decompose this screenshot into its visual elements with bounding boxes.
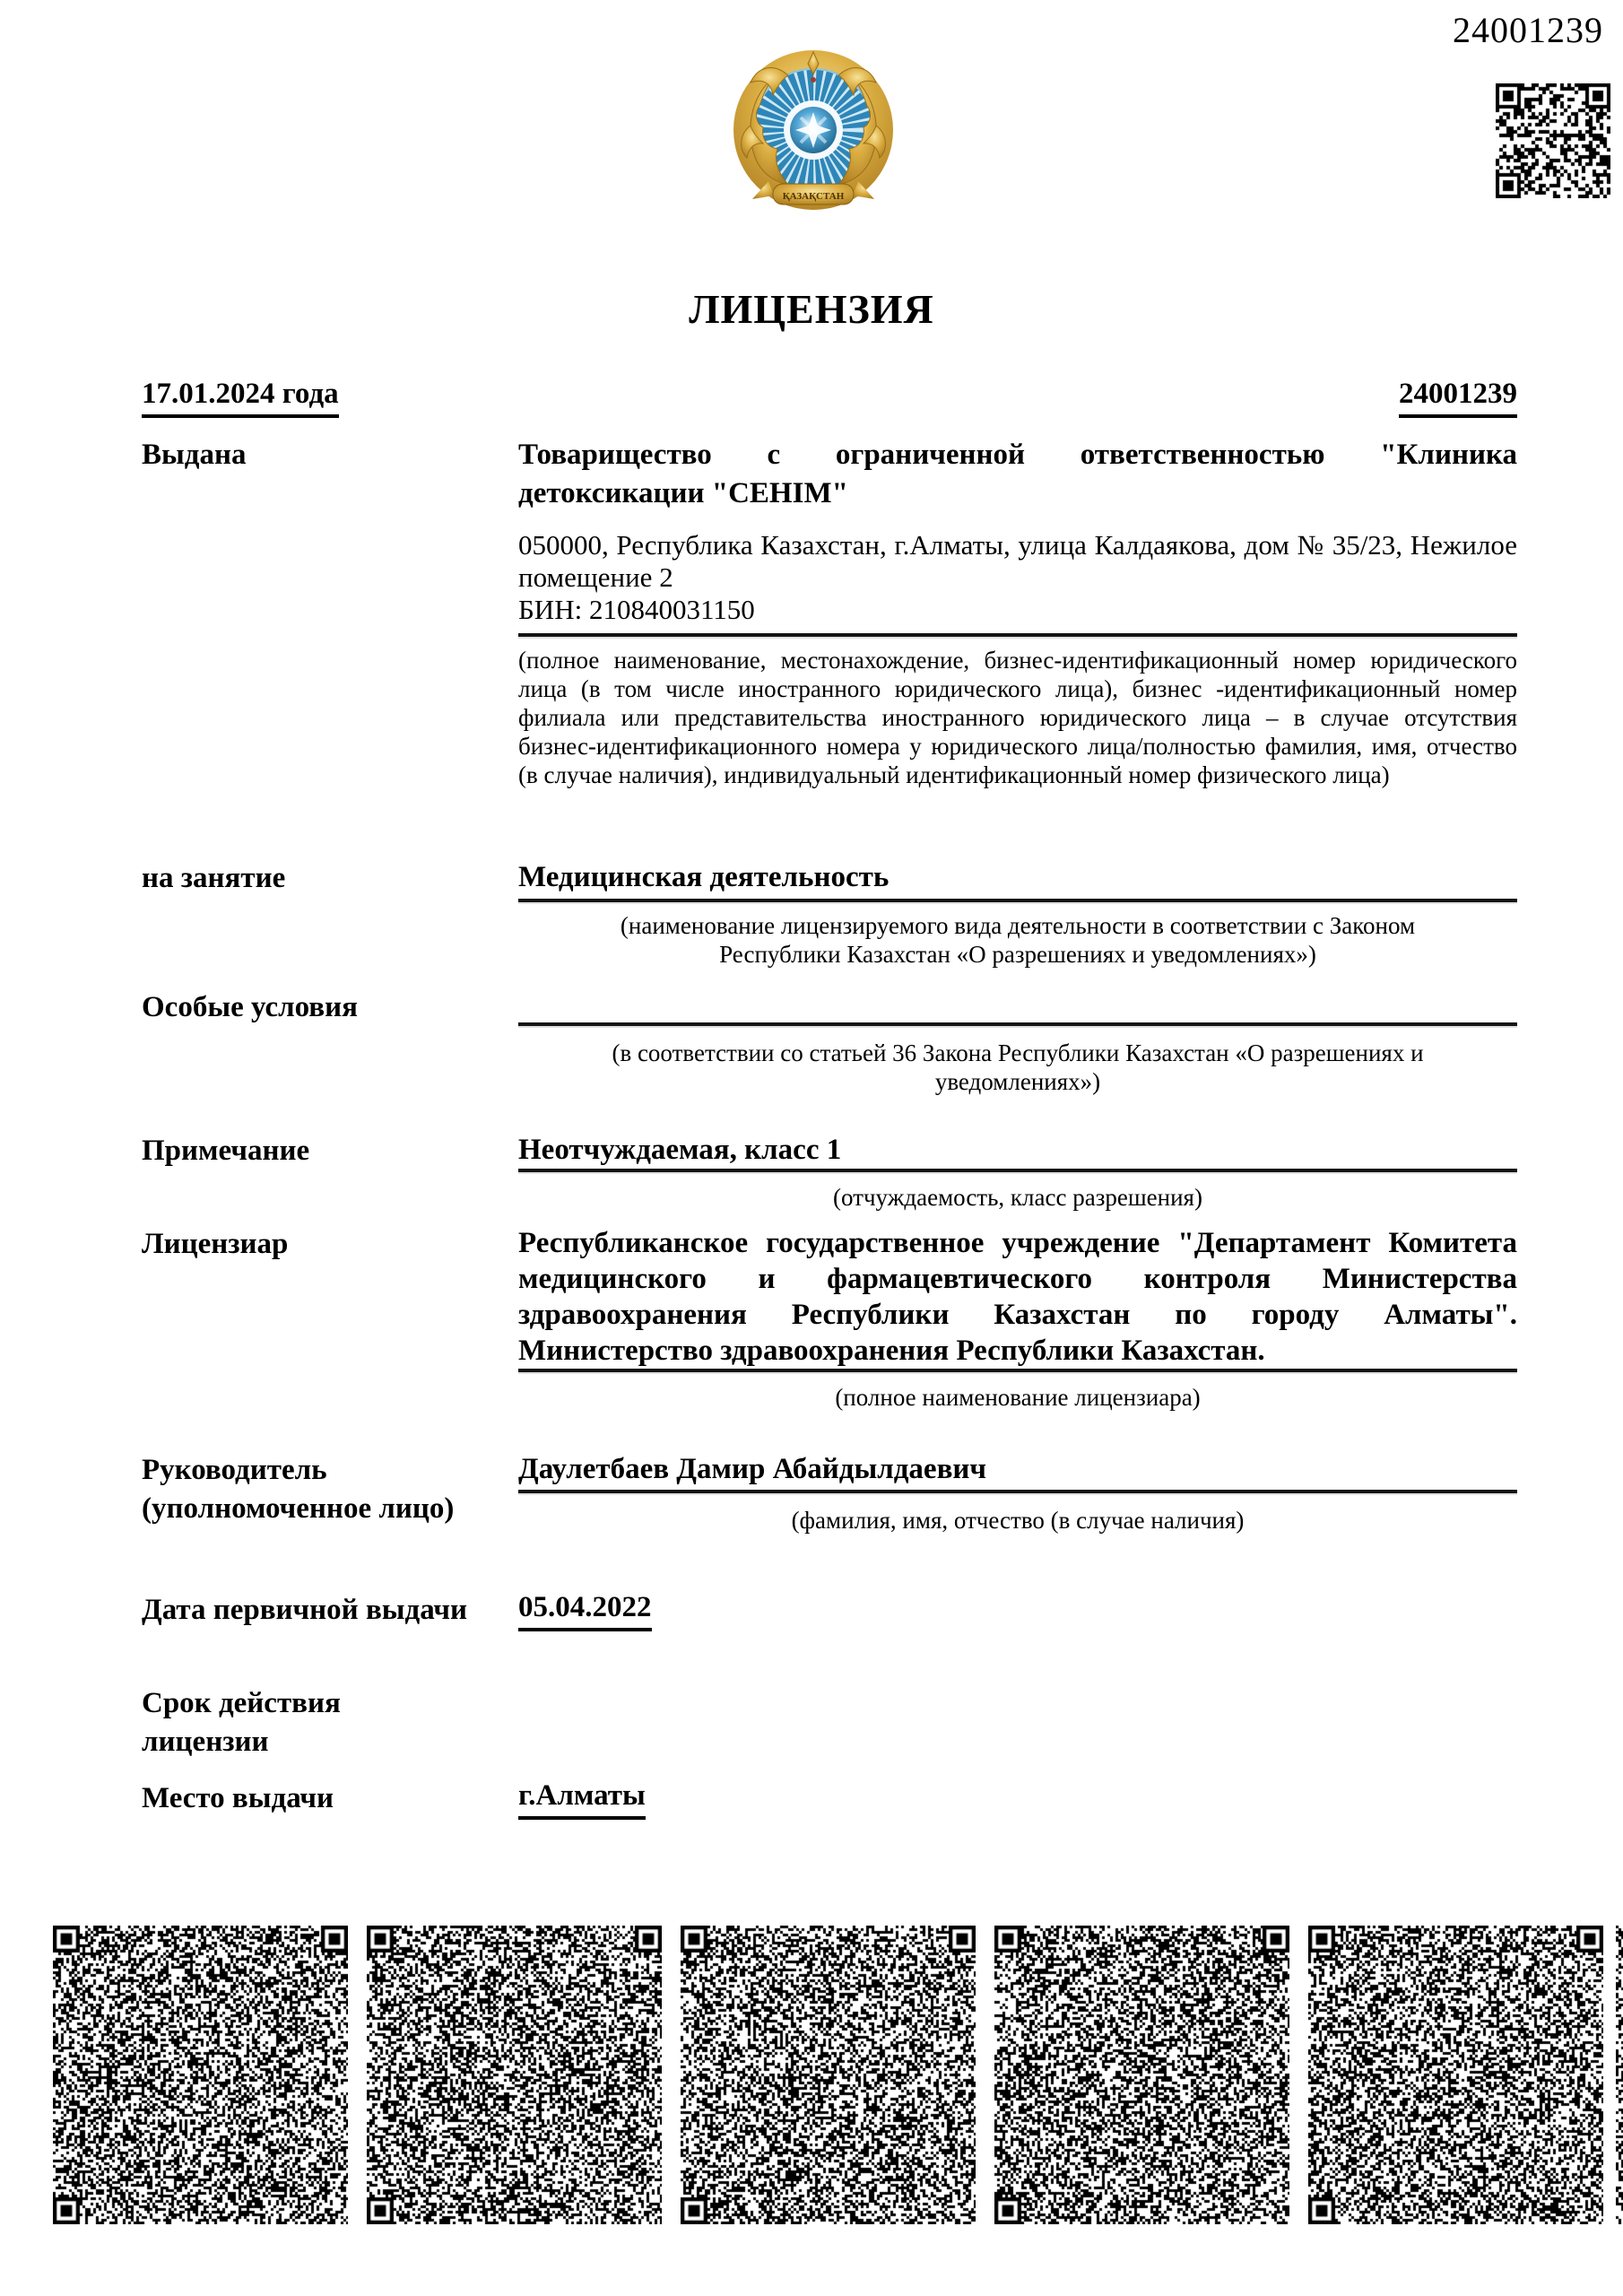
licensor-caption: (полное наименование лицензиара) (835, 1384, 1201, 1411)
divider-line (518, 899, 1517, 902)
emblem-graphic (731, 48, 897, 213)
head-caption: (фамилия, имя, отчество (в случае наличия) (791, 1507, 1245, 1534)
kazakhstan-emblem-icon (731, 48, 897, 213)
validity-value (518, 1684, 1517, 1761)
field-first-issue-date (142, 1591, 1517, 1631)
first-issue-value: 05.04.2022 (518, 1591, 652, 1631)
licensor-value: Республиканское государственное учреждение "Департамент Комитета медицинского и фармацевтического контроля Министерства здравоохранения Республики Казахстан по городу Алматы". Министерство здравоохранения Республики Казахстан. (518, 1227, 1517, 1367)
issued-to-address: 050000, Республика Казахстан, г.Алматы, улица Калдаякова, дом № 35/23, Нежилое помещение 2 (518, 529, 1517, 593)
divider-line (518, 1490, 1517, 1493)
divider-line (518, 1022, 1517, 1026)
validity-label-line1: Срок действия (142, 1687, 341, 1719)
date-number-row (142, 378, 1517, 418)
field-validity (142, 1684, 1517, 1761)
barcode-block-5 (1308, 1926, 1603, 2224)
issued-to-bin: БИН: 210840031150 (518, 594, 755, 625)
page-title: ЛИЦЕНЗИЯ (689, 286, 934, 332)
special-conditions-label: Особые условия (142, 991, 358, 1023)
field-head (142, 1451, 1517, 1535)
barcode-block-3 (681, 1926, 976, 2224)
note-label: Примечание (142, 1135, 310, 1167)
place-value: г.Алматы (518, 1779, 646, 1820)
field-activity (142, 859, 1517, 969)
first-issue-label: Дата первичной выдачи (142, 1594, 468, 1626)
special-conditions-caption: (в соответствии со статьей 36 Закона Республики Казахстан «О разрешениях и уведомлениях») (612, 1039, 1424, 1095)
field-issued-to (142, 436, 1517, 789)
divider-line (518, 1369, 1517, 1372)
field-note (142, 1132, 1517, 1212)
field-licensor (142, 1225, 1517, 1412)
issued-to-label: Выдана (142, 439, 247, 471)
validity-label-line2: лицензии (142, 1726, 269, 1758)
field-special-conditions (142, 988, 1517, 1096)
activity-caption: (наименование лицензируемого вида деятельности в соответствии с Законом Республики Казахстан «О разрешениях и уведомлениях») (620, 912, 1416, 968)
validity-label (142, 1684, 518, 1761)
head-label-line1: Руководитель (142, 1454, 327, 1486)
licensor-label: Лицензиар (142, 1228, 289, 1260)
special-conditions-value (518, 988, 1517, 1022)
barcode-block-2 (367, 1926, 662, 2224)
issue-date: 17.01.2024 года (142, 378, 339, 418)
activity-label: на занятие (142, 862, 286, 894)
divider-line (518, 1169, 1517, 1172)
barcode-strip (0, 1926, 1623, 2224)
head-label (142, 1451, 518, 1535)
barcode-block-partial (1616, 1926, 1623, 2224)
head-value: Даулетбаев Дамир Абайдылдаевич (518, 1453, 987, 1485)
issued-to-name: Товарищество с ограниченной ответственностью "Клиника детоксикации "СЕНІМ" (518, 439, 1517, 509)
note-caption: (отчуждаемость, класс разрешения) (833, 1184, 1202, 1211)
field-place-of-issue (142, 1779, 1517, 1820)
license-number: 24001239 (1399, 378, 1517, 418)
barcode-block-1 (53, 1926, 348, 2224)
note-value: Неотчуждаемая, класс 1 (518, 1134, 842, 1166)
qr-code-icon (1496, 83, 1610, 198)
barcode-block-4 (994, 1926, 1289, 2224)
document-number: 24001239 (1453, 10, 1603, 50)
head-label-line2: (уполномоченное лицо) (142, 1492, 455, 1525)
divider-line (518, 633, 1517, 637)
issued-to-caption: (полное наименование, местонахождение, бизнес-идентификационный номер юридического лица (в том числе иностранного юридического лица), бизнес -идентификационный номер филиала или представительства иностранного юридического лица – в случае отсутствия бизнес-идентификационного номера у юридического лица/полностью фамилия, имя, отчество (в случае наличия), индивидуальный идентификационный номер физического лица) (518, 647, 1517, 788)
activity-value: Медицинская деятельность (518, 861, 890, 893)
place-label: Место выдачи (142, 1782, 334, 1814)
emblem-banner-text: ҚАЗАҚСТАН (782, 191, 845, 202)
